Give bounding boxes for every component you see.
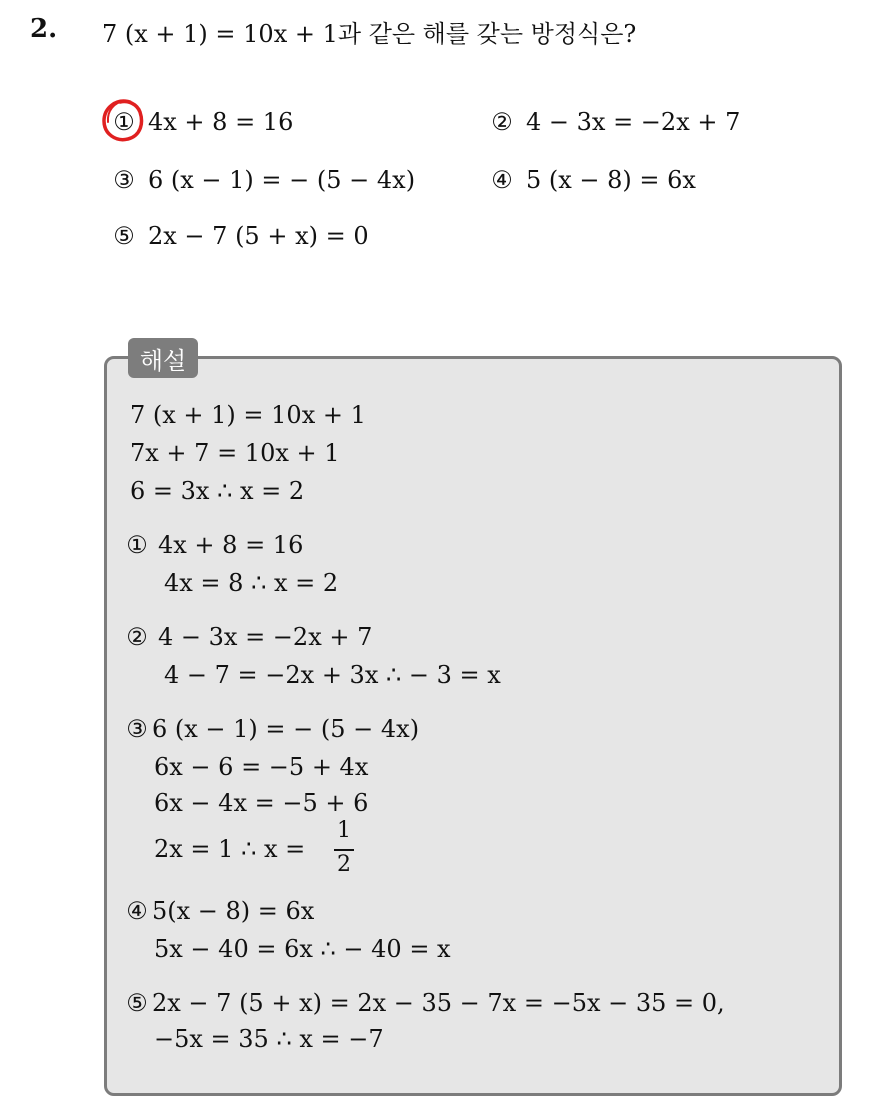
solution-line: 4x = 8 ∴ x = 2: [164, 569, 339, 597]
choice-marker: ①: [126, 531, 148, 559]
question-text: 7 (x + 1) = 10x + 1과 같은 해를 갖는 방정식은?: [102, 20, 637, 48]
choice-text: 6 (x − 1) = − (5 − 4x): [148, 166, 416, 194]
solution-choice-3-head: [124, 714, 419, 744]
choice-text: 4 − 3x = −2x + 7: [526, 108, 741, 136]
choice-marker: ①: [113, 108, 135, 136]
choice-marker: ③: [126, 715, 148, 743]
fraction-one-half: [332, 818, 356, 880]
solution-line: 4x + 8 = 16: [158, 531, 304, 559]
choice-text: 5 (x − 8) = 6x: [526, 166, 696, 194]
solution-line: 7x + 7 = 10x + 1: [130, 439, 340, 467]
choice-marker: ④: [491, 166, 513, 194]
solution-choice-2-head: [124, 622, 372, 652]
question-number: 2.: [30, 14, 58, 44]
choice-3[interactable]: [112, 166, 415, 194]
fraction-bar: [334, 849, 354, 851]
solution-line: 7 (x + 1) = 10x + 1: [130, 401, 366, 429]
solution-line: 2x = 1 ∴ x =: [154, 835, 306, 863]
solution-line: 6x − 6 = −5 + 4x: [154, 753, 369, 781]
choice-text: 4x + 8 = 16: [148, 108, 294, 136]
choice-4[interactable]: [490, 166, 696, 194]
choice-marker: ④: [126, 897, 148, 925]
solution-line: 6 (x − 1) = − (5 − 4x): [152, 715, 420, 743]
solution-line: 6x − 4x = −5 + 6: [154, 789, 369, 817]
choice-5[interactable]: [112, 222, 369, 250]
solution-choice-1-head: [124, 530, 303, 560]
solution-line: 4 − 3x = −2x + 7: [158, 623, 373, 651]
choice-marker: ⑤: [113, 222, 135, 250]
choice-marker: ②: [491, 108, 513, 136]
solution-tag: 해설: [128, 338, 198, 378]
choice-2[interactable]: [490, 108, 740, 136]
choice-text: 2x − 7 (5 + x) = 0: [148, 222, 369, 250]
choice-marker: ⑤: [126, 989, 148, 1017]
fraction-numerator: 1: [337, 818, 351, 843]
solution-choice-5-head: [124, 988, 725, 1018]
choice-1[interactable]: [112, 108, 293, 136]
solution-line: 6 = 3x ∴ x = 2: [130, 477, 305, 505]
solution-line: 5x − 40 = 6x ∴ − 40 = x: [154, 935, 451, 963]
solution-line: −5x = 35 ∴ x = −7: [154, 1025, 384, 1053]
solution-line: 2x − 7 (5 + x) = 2x − 35 − 7x = −5x − 35 = 0,: [152, 989, 725, 1017]
choice-marker: ②: [126, 623, 148, 651]
choice-marker: ③: [113, 166, 135, 194]
fraction-denominator: 2: [337, 852, 351, 877]
solution-line: 4 − 7 = −2x + 3x ∴ − 3 = x: [164, 661, 501, 689]
solution-line: 5(x − 8) = 6x: [152, 897, 315, 925]
solution-choice-4-head: [124, 896, 314, 926]
